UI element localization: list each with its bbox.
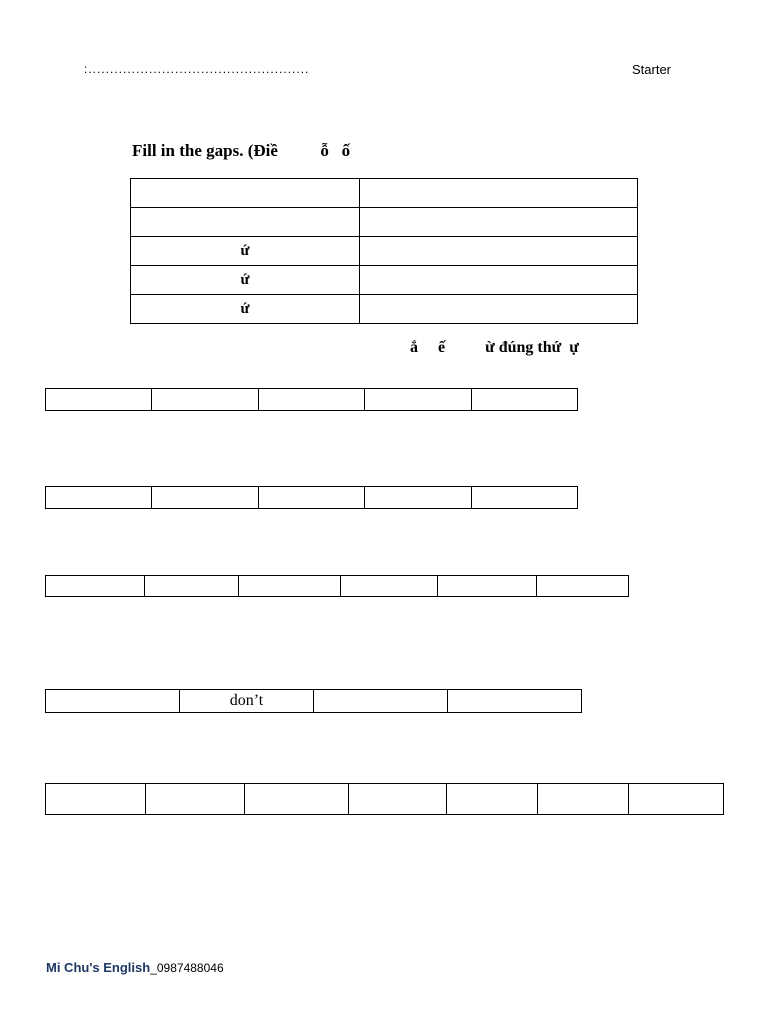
- gap-cell[interactable]: ứ: [131, 237, 360, 266]
- gap-cell[interactable]: [360, 208, 638, 237]
- word-cell[interactable]: [258, 487, 364, 509]
- word-order-row-2: [45, 486, 578, 509]
- table-row: [131, 266, 638, 295]
- word-cell[interactable]: [46, 784, 146, 815]
- word-cell[interactable]: [471, 487, 577, 509]
- table-row: [131, 179, 638, 208]
- gap-cell[interactable]: [131, 208, 360, 237]
- word-cell[interactable]: [314, 690, 448, 713]
- word-order-row-3: [45, 575, 629, 597]
- word-cell[interactable]: [46, 487, 152, 509]
- table-row: [131, 295, 638, 324]
- word-order-row-5: [45, 783, 724, 815]
- word-cell[interactable]: [146, 784, 245, 815]
- gap-cell[interactable]: [360, 266, 638, 295]
- table-row: [131, 237, 638, 266]
- word-cell[interactable]: [46, 389, 152, 411]
- level-label: Starter: [632, 62, 672, 77]
- word-cell[interactable]: [629, 784, 724, 815]
- word-cell[interactable]: [239, 576, 341, 597]
- word-cell[interactable]: [46, 690, 180, 713]
- word-cell[interactable]: [46, 576, 145, 597]
- word-cell[interactable]: [438, 576, 537, 597]
- phone-number: _0987488046: [150, 961, 224, 975]
- gap-cell[interactable]: ứ: [131, 295, 360, 324]
- word-cell[interactable]: [258, 389, 364, 411]
- word-cell[interactable]: [537, 576, 629, 597]
- exercise2-instruction: ắ ế ừ đúng thứ ự: [410, 339, 579, 356]
- word-cell[interactable]: [471, 389, 577, 411]
- table-row: [46, 576, 629, 597]
- table-row: [131, 208, 638, 237]
- footer-brand: [46, 960, 224, 975]
- word-cell[interactable]: [349, 784, 447, 815]
- word-cell[interactable]: [538, 784, 629, 815]
- word-order-row-4: [45, 689, 582, 713]
- word-cell[interactable]: [365, 389, 471, 411]
- word-cell[interactable]: [145, 576, 239, 597]
- table-row: [46, 389, 578, 411]
- gap-cell[interactable]: ứ: [131, 266, 360, 295]
- table-row: [46, 784, 724, 815]
- word-order-row-1: [45, 388, 578, 411]
- word-cell[interactable]: [365, 487, 471, 509]
- word-cell[interactable]: [152, 487, 258, 509]
- exercise1-instruction: Fill in the gaps. (Điề ỗ ố: [132, 141, 351, 160]
- name-line: :...................................................: [84, 62, 310, 76]
- table-row: [46, 690, 582, 713]
- word-cell[interactable]: [448, 690, 582, 713]
- gap-cell[interactable]: [131, 179, 360, 208]
- gap-cell[interactable]: [360, 295, 638, 324]
- table-row: [46, 487, 578, 509]
- word-cell[interactable]: [152, 389, 258, 411]
- gap-cell[interactable]: [360, 237, 638, 266]
- word-cell[interactable]: [447, 784, 538, 815]
- brand-name: Mi Chu's English: [46, 960, 151, 975]
- word-cell[interactable]: [341, 576, 438, 597]
- fill-gaps-table: [130, 178, 638, 324]
- word-cell[interactable]: [245, 784, 349, 815]
- gap-cell[interactable]: [360, 179, 638, 208]
- word-cell[interactable]: don’t: [180, 690, 314, 713]
